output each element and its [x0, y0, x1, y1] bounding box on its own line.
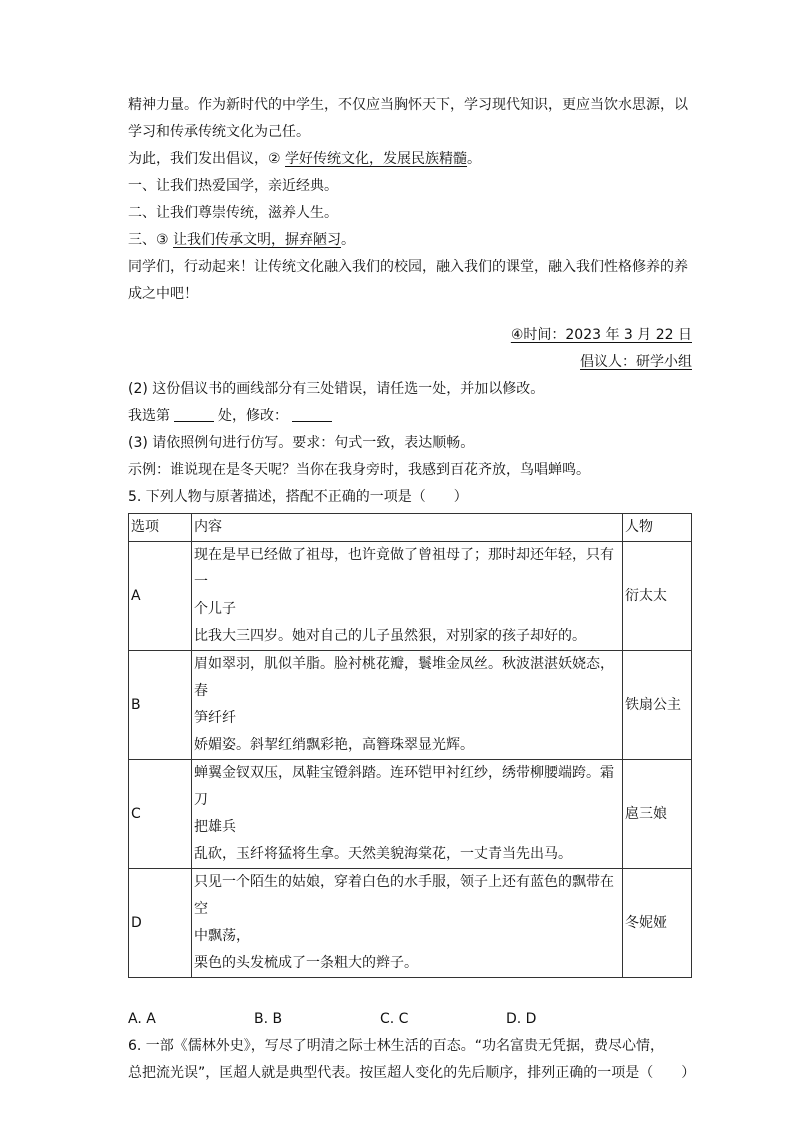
question-5: 5. 下列人物与原著描述，搭配不正确的一项是（ ） — [128, 489, 468, 505]
underlined-error-3: 让我们传承文明，摒弃陋习 — [173, 232, 342, 248]
content-line: 比我大三四岁。她对自己的儿子虽然狠，对别家的孩子却好的。 — [194, 628, 586, 644]
header-content: 内容 — [192, 514, 623, 542]
choice-a[interactable]: A. A — [128, 1011, 156, 1027]
header-person: 人物 — [623, 514, 692, 542]
blank-field[interactable] — [292, 407, 332, 422]
table-row — [129, 542, 692, 651]
row-option: B — [129, 651, 192, 760]
question-3: (3) 请依照例句进行仿写。要求：句式一致，表达顺畅。 — [128, 435, 475, 451]
closing-line: 成之中吧！ — [128, 286, 198, 302]
row-person: 冬妮娅 — [623, 869, 692, 978]
paragraph-line: 精神力量。作为新时代的中学生，不仅应当胸怀天下，学习现代知识，更应当饮水思源，以 — [128, 97, 688, 113]
table-row — [129, 651, 692, 760]
row-option: C — [129, 760, 192, 869]
closing-line: 同学们，行动起来！让传统文化融入我们的校园，融入我们的课堂，融入我们性格修养的养 — [128, 259, 688, 275]
content-line: 栗色的头发梳成了一条粗大的辫子。 — [194, 955, 418, 971]
content-line: 只见一个陌生的姑娘，穿着白色的水手服，领子上还有蓝色的飘带在空 — [194, 874, 614, 917]
header-option: 选项 — [129, 514, 192, 542]
content-line: 现在是早已经做了祖母，也许竟做了曾祖母了；那时却还年轻，只有一 — [194, 547, 614, 590]
content-line: 乱砍，玉纤将猛将生拿。天然美貌海棠花，一丈青当先出马。 — [194, 846, 572, 862]
spacer — [128, 308, 692, 322]
proposal-item-1: 一、让我们热爱国学，亲近经典。 — [128, 178, 338, 194]
content-line: 笋纤纤 — [194, 710, 236, 726]
content-line: 娇媚姿。斜挈红绡飘彩艳，高簪珠翠显光辉。 — [194, 737, 474, 753]
question-2: (2) 这份倡议书的画线部分有三处错误，请任选一处，并加以修改。 — [128, 381, 545, 397]
paragraph-line: 学习和传承传统文化为己任。 — [128, 124, 310, 140]
date-line — [128, 322, 692, 349]
question-6-line: 总把流光误”，匡超人就是典型代表。按匡超人变化的先后顺序，排列正确的一项是（ ） — [128, 1065, 696, 1081]
content-line: 蝉翼金钗双压，凤鞋宝镫斜踏。连环铠甲衬红纱，绣带柳腰端跨。霜刀 — [194, 765, 614, 808]
answer-label-1: 我选第 — [128, 408, 170, 424]
proposal-item-2: 二、让我们尊崇传统，滋养人生。 — [128, 205, 338, 221]
row-content — [192, 542, 623, 651]
row-content — [192, 651, 623, 760]
question-2-answer — [128, 403, 692, 430]
row-option: D — [129, 869, 192, 978]
proposal-suffix: 。 — [467, 151, 482, 167]
answer-choices — [128, 1006, 692, 1033]
item3-prefix: 三、③ — [128, 232, 174, 248]
row-person: 扈三娘 — [623, 760, 692, 869]
row-content — [192, 760, 623, 869]
row-option: A — [129, 542, 192, 651]
document-page — [128, 92, 696, 1087]
underlined-error-2: 学好传统文化，发展民族精髓 — [285, 151, 468, 167]
row-person: 衍太太 — [623, 542, 692, 651]
question-6-line: 6. 一部《儒林外史》，写尽了明清之际士林生活的百态。“功名富贵无凭据，费尽心情， — [128, 1038, 665, 1054]
signer-line — [128, 349, 692, 376]
content-line: 中飘荡， — [194, 928, 250, 944]
table-row — [129, 760, 692, 869]
table-row — [129, 869, 692, 978]
underlined-error-4: ④时间：2023 年 3 月 22 日 — [510, 327, 692, 343]
choice-d[interactable]: D. D — [506, 1011, 537, 1027]
proposal-item-3 — [128, 227, 692, 254]
content-line: 眉如翠羽，肌似羊脂。脸衬桃花瓣，鬟堆金凤丝。秋波湛湛妖娆态，春 — [194, 656, 614, 699]
row-person: 铁扇公主 — [623, 651, 692, 760]
proposal-prefix: 为此，我们发出倡议，② — [128, 151, 286, 167]
choice-c[interactable]: C. C — [380, 1011, 409, 1027]
row-content — [192, 869, 623, 978]
item3-suffix: 。 — [341, 232, 356, 248]
proposal-line — [128, 146, 692, 173]
signer-text: 倡议人：研学小组 — [580, 354, 692, 370]
content-line: 把雄兵 — [194, 819, 236, 835]
options-table — [128, 513, 692, 978]
blank-field[interactable] — [174, 407, 214, 422]
content-line: 个儿子 — [194, 601, 236, 617]
example-sentence: 示例：谁说现在是冬天呢？当你在我身旁时，我感到百花齐放，鸟唱蝉鸣。 — [128, 462, 590, 478]
choice-b[interactable]: B. B — [254, 1011, 283, 1027]
answer-label-2: 处，修改： — [218, 408, 288, 424]
table-header-row — [129, 514, 692, 542]
